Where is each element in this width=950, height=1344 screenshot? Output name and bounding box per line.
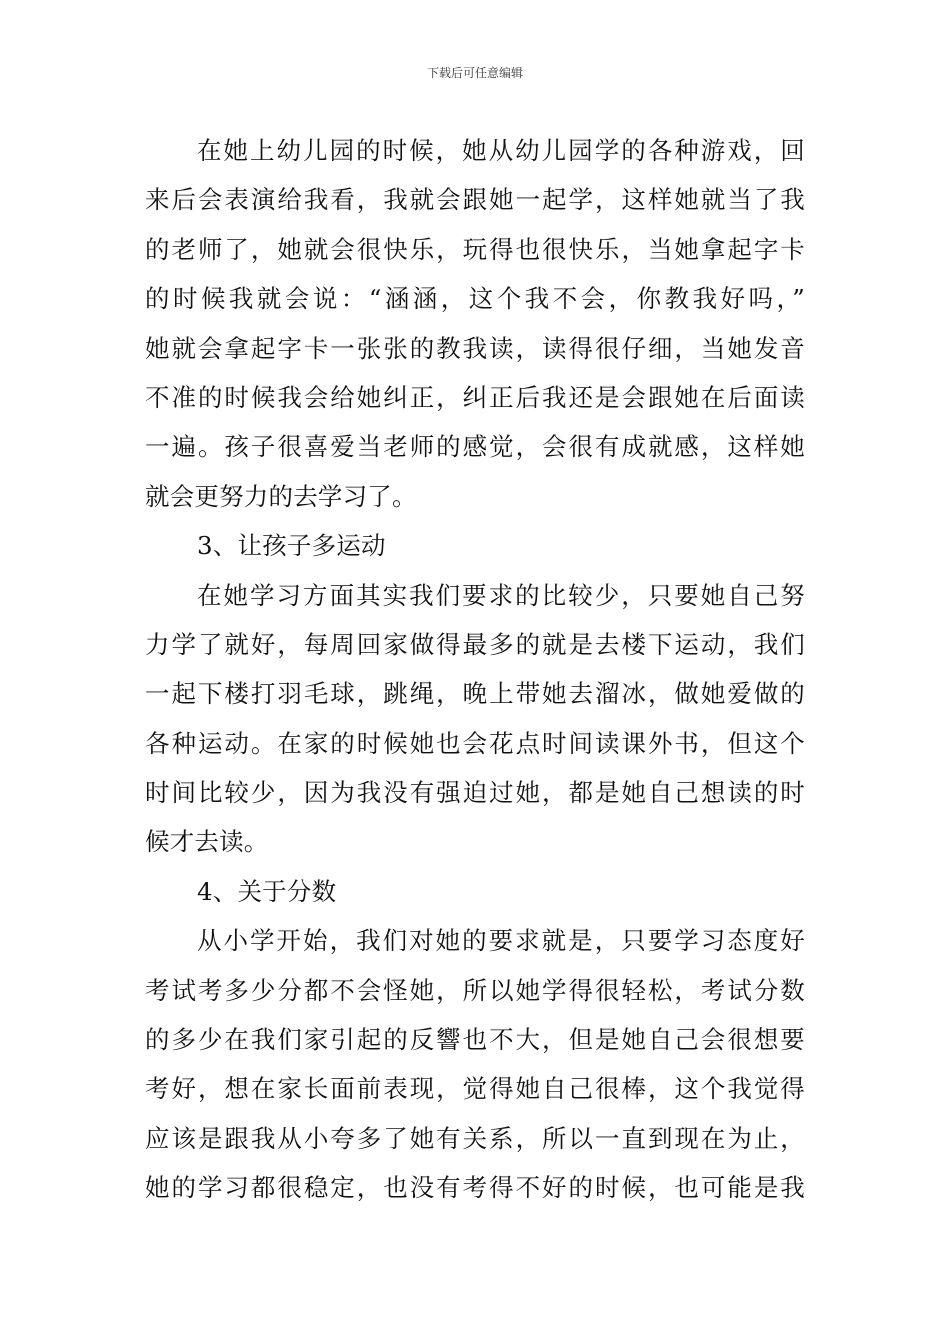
paragraph-line: 从小学开始，我们对她的要求就是，只要学习态度好: [197, 926, 805, 956]
section-heading: 4、关于分数: [197, 876, 337, 906]
paragraph-line: 一遍。孩子很喜爱当老师的感觉，会很有成就感，这样她: [145, 432, 805, 462]
section-heading: 3、让孩子多运动: [197, 531, 386, 561]
paragraph-line: 各种运动。在家的时候她也会花点时间读课外书，但这个: [145, 728, 805, 758]
paragraph-line: 的时候我就会说：“涵涵，这个我不会，你教我好吗，”: [145, 284, 805, 314]
paragraph-line: 不准的时候我会给她纠正，纠正后我还是会跟她在后面读: [145, 382, 805, 412]
page-header: 下载后可任意编辑: [426, 66, 523, 80]
paragraph-line: 时间比较少，因为我没有强迫过她，都是她自己想读的时: [145, 778, 805, 808]
body-text: [145, 126, 805, 1213]
paragraph-line: 在她学习方面其实我们要求的比较少，只要她自己努: [197, 580, 805, 610]
paragraph-line: 她的学习都很稳定，也没有考得不好的时候，也可能是我: [145, 1173, 805, 1203]
paragraph-line: 力学了就好，每周回家做得最多的就是去楼下运动，我们: [145, 629, 805, 659]
paragraph-line: 考试考多少分都不会怪她，所以她学得很轻松，考试分数: [145, 975, 805, 1005]
paragraph-line: 的老师了，她就会很快乐，玩得也很快乐，当她拿起字卡: [145, 234, 805, 264]
paragraph-line: 来后会表演给我看，我就会跟她一起学，这样她就当了我: [145, 185, 805, 215]
paragraph-line: 应该是跟我从小夸多了她有关系，所以一直到现在为止，: [145, 1123, 805, 1153]
paragraph-line: 一起下楼打羽毛球，跳绳，晚上带她去溜冰，做她爱做的: [145, 679, 805, 709]
paragraph-line: 她就会拿起字卡一张张的教我读，读得很仔细，当她发音: [145, 333, 805, 363]
paragraph-line: 考好，想在家长面前表现，觉得她自己很棒，这个我觉得: [145, 1074, 805, 1104]
paragraph-line: 候才去读。: [145, 827, 269, 857]
paragraph-line: 就会更努力的去学习了。: [145, 481, 417, 511]
paragraph-line: 的多少在我们家引起的反響也不大，但是她自己会很想要: [145, 1025, 805, 1055]
paragraph-line: 在她上幼儿园的时候，她从幼儿园学的各种游戏，回: [197, 136, 805, 165]
